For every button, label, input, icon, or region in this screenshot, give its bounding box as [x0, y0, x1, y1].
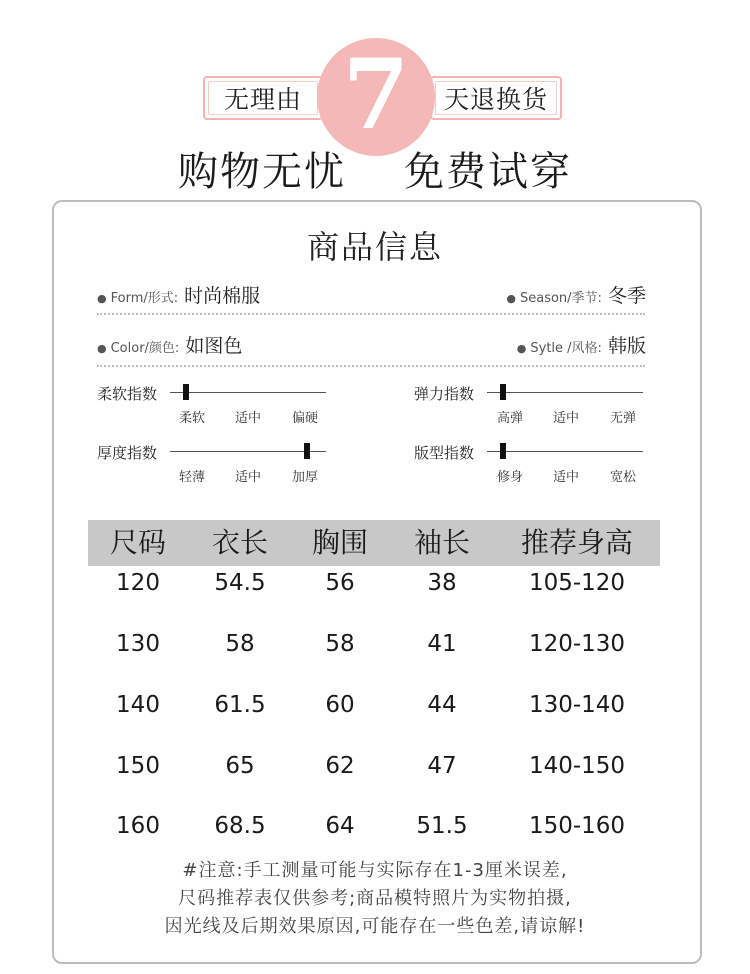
- elasticity-tick-3: 无弹: [609, 411, 636, 426]
- table-cell: 150: [116, 753, 160, 779]
- attr-form-label: Form/形式:: [110, 291, 179, 306]
- promo-banner: [0, 0, 750, 200]
- note-line-1: #注意:手工测量可能与实际存在1-3厘米误差,: [182, 860, 568, 881]
- table-cell: 58: [325, 631, 355, 657]
- table-cell: 130-140: [528, 692, 626, 718]
- table-cell: 64: [325, 813, 355, 839]
- softness-knob: [183, 384, 189, 400]
- thickness-tick-3: 加厚: [291, 470, 318, 485]
- table-cell: 61.5: [214, 692, 266, 718]
- divider: [97, 313, 645, 315]
- thickness-tick-1: 轻薄: [178, 470, 205, 485]
- table-cell: 68.5: [214, 813, 266, 839]
- elasticity-track: [487, 392, 643, 393]
- card-title: 商品信息: [306, 228, 443, 266]
- elasticity-index-label: 弹力指数: [414, 385, 475, 403]
- attr-form-value: 时尚棉服: [184, 285, 261, 307]
- fit-tick-1: 修身: [496, 470, 523, 485]
- softness-tick-1: 柔软: [178, 411, 205, 426]
- table-cell: 54.5: [214, 570, 266, 596]
- fit-tick-3: 宽松: [609, 470, 636, 485]
- softness-track: [170, 392, 326, 393]
- table-cell: 130: [116, 631, 160, 657]
- table-cell: 65: [225, 753, 255, 779]
- fit-index-label: 版型指数: [414, 444, 475, 462]
- fit-tick-2: 适中: [552, 470, 579, 485]
- attr-color-label: Color/颜色:: [110, 341, 180, 356]
- bullet-icon: ●: [516, 342, 527, 355]
- table-cell: 120: [116, 570, 160, 596]
- header-height: 推荐身高: [520, 526, 633, 559]
- fit-knob: [500, 443, 506, 459]
- table-cell: 160: [116, 813, 160, 839]
- attr-form: [97, 281, 260, 308]
- table-cell: 105-120: [528, 570, 626, 596]
- table-cell: 51.5: [416, 813, 468, 839]
- table-cell: 41: [427, 631, 457, 657]
- thickness-track: [170, 451, 326, 452]
- note-line-3: 因光线及后期效果原因,可能存在一些色差,请谅解!: [164, 916, 586, 937]
- attr-style: [517, 331, 646, 358]
- table-cell: 140-150: [528, 753, 626, 779]
- attr-color-value: 如图色: [185, 335, 243, 357]
- softness-index-label: 柔软指数: [97, 385, 158, 403]
- bullet-icon: ●: [97, 342, 107, 355]
- elasticity-knob: [500, 384, 506, 400]
- table-cell: 44: [427, 692, 457, 718]
- table-cell: 120-130: [528, 631, 626, 657]
- softness-tick-3: 偏硬: [291, 411, 318, 426]
- softness-tick-2: 适中: [234, 411, 261, 426]
- table-cell: 62: [325, 753, 355, 779]
- thickness-index-label: 厚度指数: [97, 444, 158, 462]
- return-exchange-pill: [430, 76, 562, 120]
- bullet-icon: ●: [506, 292, 516, 305]
- return-exchange-text: 天退换货: [443, 85, 548, 114]
- slogan-free-try: 免费试穿: [404, 149, 572, 195]
- table-cell: 56: [325, 570, 355, 596]
- no-reason-pill: [203, 76, 323, 120]
- thickness-tick-2: 适中: [234, 470, 261, 485]
- note-line-2: 尺码推荐表仅供参考;商品模特照片为实物拍摄,: [178, 888, 572, 909]
- elasticity-tick-1: 高弹: [496, 411, 523, 426]
- fit-track: [487, 451, 643, 452]
- table-cell: 58: [225, 631, 255, 657]
- header-size: 尺码: [109, 526, 166, 559]
- thickness-knob: [304, 443, 310, 459]
- header-length: 衣长: [211, 526, 268, 559]
- attr-season: [506, 281, 646, 308]
- header-sleeve: 袖长: [413, 526, 470, 559]
- header-chest: 胸围: [311, 526, 368, 559]
- elasticity-tick-2: 适中: [552, 411, 579, 426]
- slogan-worry-free: 购物无忧: [178, 149, 346, 195]
- no-reason-text: 无理由: [223, 85, 302, 114]
- attr-season-label: Season/季节:: [519, 291, 602, 306]
- divider: [97, 365, 645, 367]
- table-cell: 150-160: [528, 813, 626, 839]
- table-cell: 140: [116, 692, 160, 718]
- table-cell: 60: [325, 692, 355, 718]
- table-cell: 38: [427, 570, 457, 596]
- table-cell: 47: [427, 753, 457, 779]
- seven-number: 7: [342, 38, 410, 151]
- attr-style-value: 韩版: [607, 335, 646, 357]
- seven-day-badge: [317, 38, 435, 156]
- attr-season-value: 冬季: [607, 285, 646, 307]
- attr-style-label: Sytle /风格:: [530, 341, 602, 356]
- attr-color: [97, 331, 242, 358]
- bullet-icon: ●: [97, 292, 107, 305]
